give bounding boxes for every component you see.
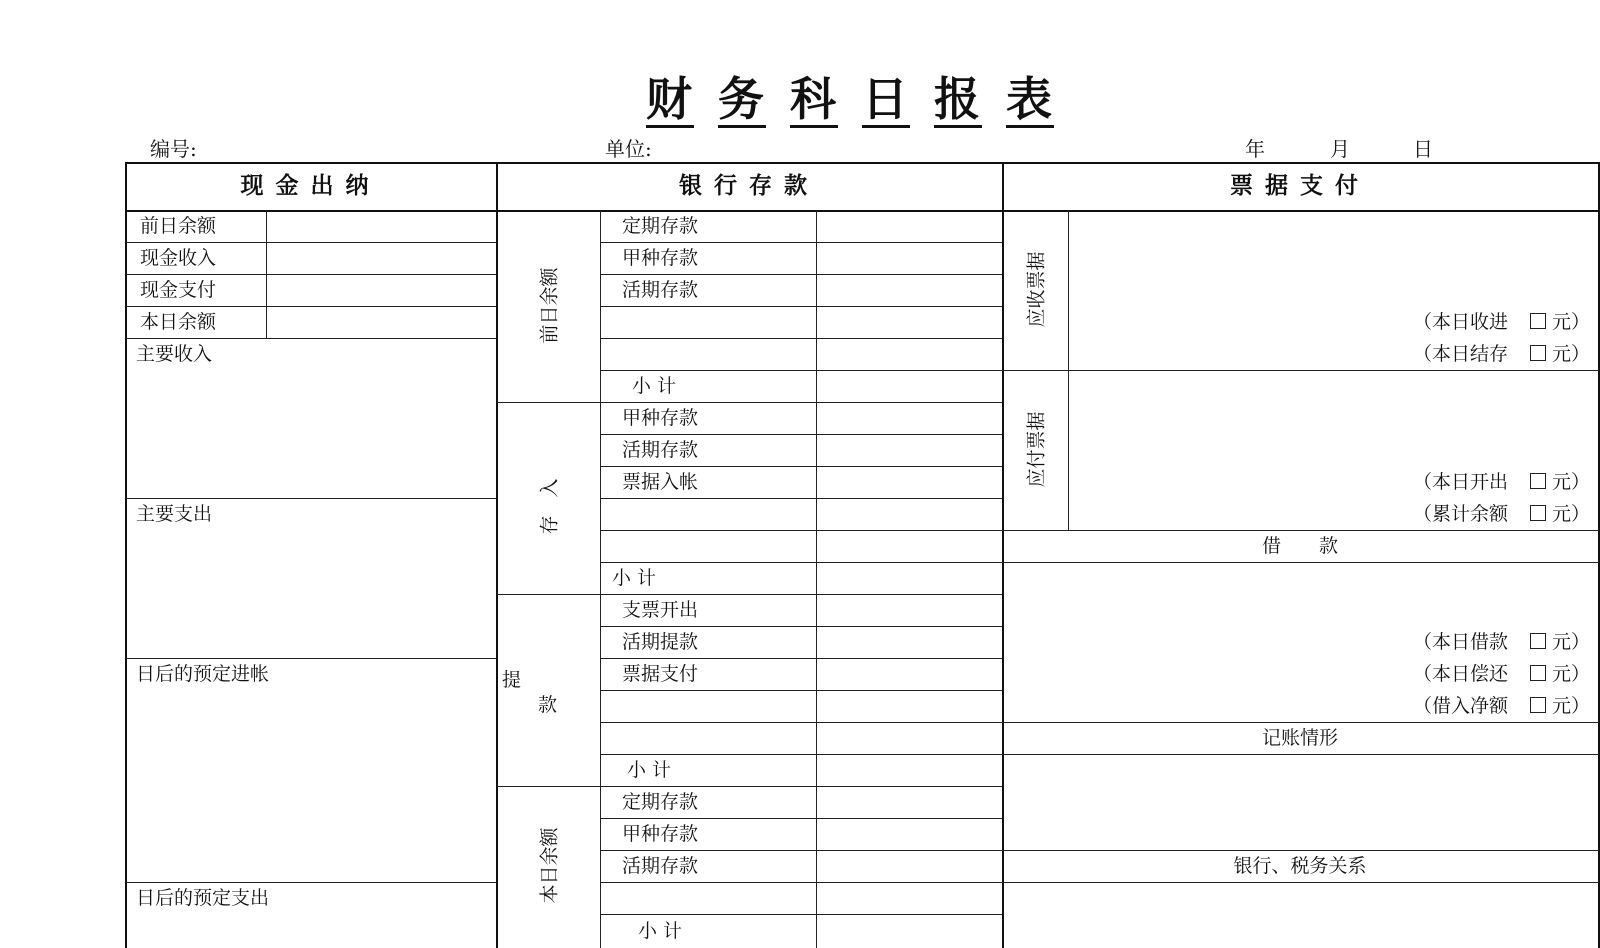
bank-today-balance-label: 本日余额 <box>538 827 561 904</box>
checkbox-icon[interactable] <box>1530 473 1546 489</box>
title-char: 务 <box>718 72 766 126</box>
subtotal-label: 小 计 <box>638 920 683 942</box>
cash-block-label: 日后的预定进帐 <box>136 663 270 685</box>
receivable-line: （本日结存 元） <box>1412 343 1590 365</box>
loan-line: （本日借款 元） <box>1412 631 1590 653</box>
unit-label: 单位: <box>605 137 652 161</box>
subtotal-label: 小 计 <box>632 375 677 397</box>
cash-row-label: 现金支付 <box>140 279 217 301</box>
bank-prev-balance-label: 前日余额 <box>538 267 561 344</box>
checkbox-icon[interactable] <box>1530 345 1546 361</box>
cash-row-label: 前日余额 <box>140 215 217 237</box>
cash-row-label: 现金收入 <box>140 247 217 269</box>
bank-row-label: 活期存款 <box>622 279 699 301</box>
header-cash: 现金出纳 <box>240 173 381 199</box>
relations-header: 银行、税务关系 <box>1233 855 1367 877</box>
loan-line: （借入净额 元） <box>1412 695 1590 717</box>
header-bank: 银行存款 <box>679 173 819 199</box>
receivable-line: （本日收进 元） <box>1412 311 1590 333</box>
payable-line: （累计余额 元） <box>1412 503 1590 525</box>
bookkeeping-header: 记账情形 <box>1261 727 1338 749</box>
subtotal-label: 小 计 <box>627 759 672 781</box>
cash-block-label: 主要支出 <box>136 503 213 525</box>
bank-row-label: 甲种存款 <box>622 407 699 429</box>
bank-withdraw-label-1: 提 <box>502 669 522 691</box>
title-char: 财 <box>646 72 694 126</box>
title-char: 报 <box>934 72 982 126</box>
header-notes: 票据支付 <box>1230 173 1370 199</box>
bank-withdraw-label-2: 款 <box>538 694 558 716</box>
receivable-label: 应收票据 <box>1025 251 1048 328</box>
payable-label: 应付票据 <box>1025 411 1048 488</box>
subtotal-label: 小 计 <box>612 567 657 589</box>
cash-block-label: 日后的预定支出 <box>136 887 270 909</box>
checkbox-icon[interactable] <box>1530 697 1546 713</box>
loan-line: （本日偿还 元） <box>1412 663 1590 685</box>
loan-header: 借 款 <box>1261 535 1338 557</box>
year-label: 年 <box>1245 137 1265 161</box>
bank-row-label: 票据入帐 <box>622 471 699 493</box>
checkbox-icon[interactable] <box>1530 633 1546 649</box>
title-char: 科 <box>790 72 838 126</box>
cash-block-label: 主要收入 <box>136 343 213 365</box>
title-char: 表 <box>1006 72 1054 126</box>
bank-deposit-label: 存入 <box>538 460 561 535</box>
number-label: 编号: <box>150 137 197 161</box>
bank-row-label: 票据支付 <box>622 663 699 685</box>
bank-row-label: 活期存款 <box>622 439 699 461</box>
bank-row-label: 活期存款 <box>622 855 699 877</box>
bank-row-label: 甲种存款 <box>622 823 699 845</box>
bank-row-label: 定期存款 <box>622 791 699 813</box>
bank-row-label: 定期存款 <box>622 215 699 237</box>
cash-row-label: 本日余额 <box>140 311 217 333</box>
bank-row-label: 活期提款 <box>622 631 699 653</box>
title-char: 日 <box>862 72 910 126</box>
bank-row-label: 甲种存款 <box>622 247 699 269</box>
month-label: 月 <box>1330 137 1350 161</box>
checkbox-icon[interactable] <box>1530 505 1546 521</box>
payable-line: （本日开出 元） <box>1412 471 1590 493</box>
day-label: 日 <box>1413 137 1433 161</box>
checkbox-icon[interactable] <box>1530 313 1546 329</box>
bank-row-label: 支票开出 <box>622 599 699 621</box>
checkbox-icon[interactable] <box>1530 665 1546 681</box>
report-title <box>0 72 1600 128</box>
